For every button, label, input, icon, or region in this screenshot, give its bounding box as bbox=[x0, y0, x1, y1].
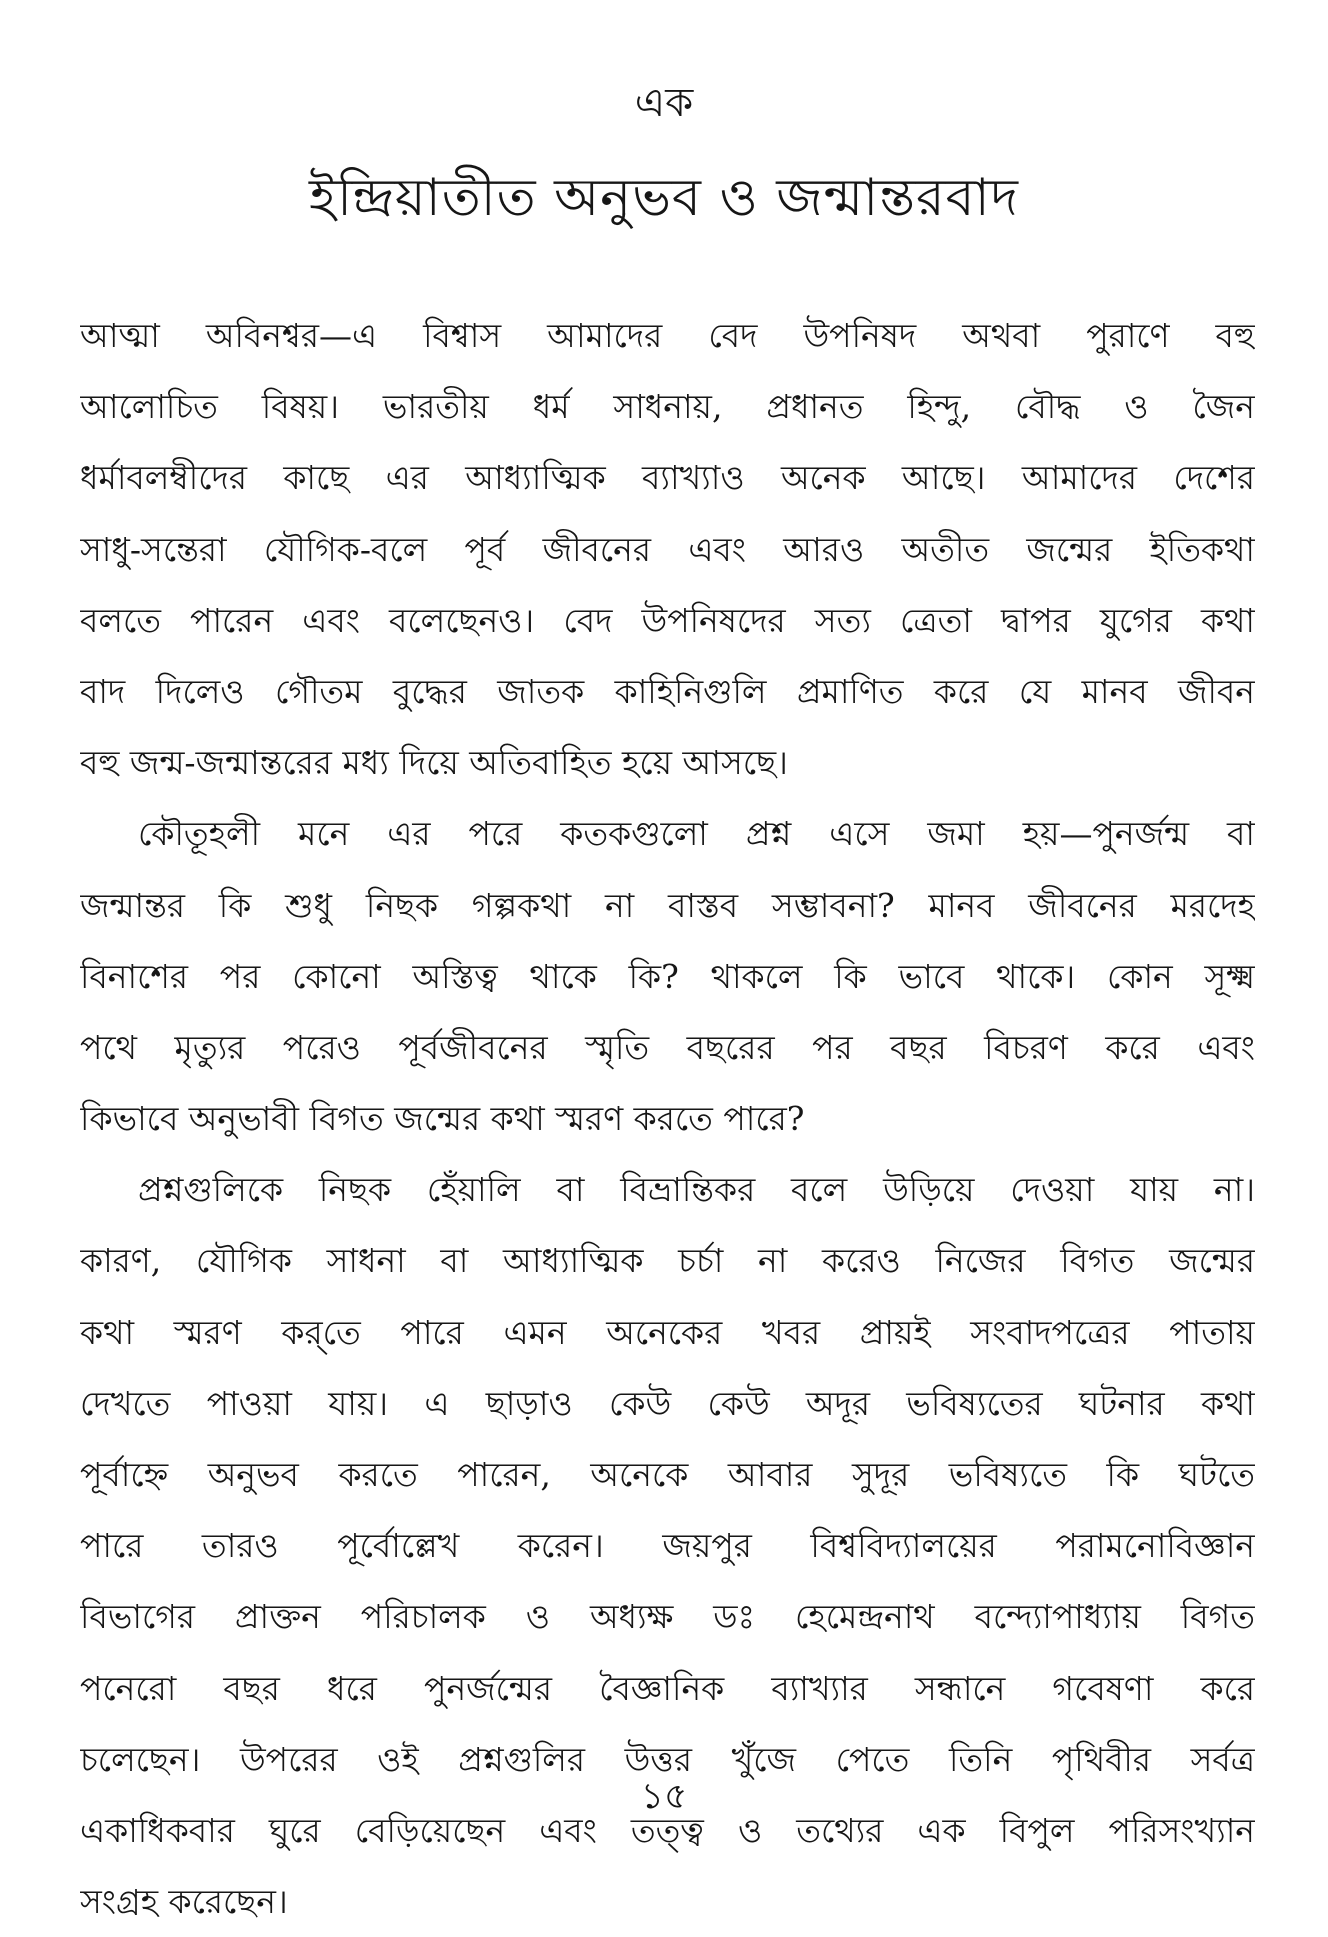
text-line: জন্মান্তর কি শুধু নিছক গল্পকথা না বাস্তব সম্ভাবনা? মানব জীবনের মরদেহ bbox=[80, 885, 1255, 925]
text-line: ধর্মাবলম্বীদের কাছে এর আধ্যাত্মিক ব্যাখ্যাও অনেক আছে। আমাদের দেশের bbox=[80, 458, 1255, 498]
text-line: আত্মা অবিনশ্বর—এ বিশ্বাস আমাদের বেদ উপনিষদ অথবা পুরাণে বহু bbox=[80, 316, 1255, 355]
text-line: পনেরো বছর ধরে পুনর্জন্মের বৈজ্ঞানিক ব্যাখ্যার সন্ধানে গবেষণা করে bbox=[80, 1668, 1255, 1708]
text-line: পারে তারও পূর্বোল্লেখ করেন। জয়পুর বিশ্ববিদ্যালয়ের পরামনোবিজ্ঞান bbox=[80, 1526, 1255, 1566]
text-line: দেখতে পাওয়া যায়। এ ছাড়াও কেউ কেউ অদূর ভবিষ্যতের ঘটনার কথা bbox=[80, 1383, 1255, 1423]
text-line: সাধু-সন্তেরা যৌগিক-বলে পূর্ব জীবনের এবং আরও অতীত জন্মের ইতিকথা bbox=[80, 529, 1255, 569]
body-text bbox=[80, 300, 1255, 1937]
text-line: একাধিকবার ঘুরে বেড়িয়েছেন এবং তত্ত্ব ও তথ্যের এক বিপুল পরিসংখ্যান bbox=[80, 1810, 1255, 1850]
text-line: পূর্বাহ্নে অনুভব করতে পারেন, অনেকে আবার সুদূর ভবিষ্যতে কি ঘটতে bbox=[80, 1455, 1255, 1494]
text-line: কথা স্মরণ কর্‌তে পারে এমন অনেকের খবর প্রায়ই সংবাদপত্রের পাতায় bbox=[80, 1312, 1255, 1352]
text-line: আলোচিত বিষয়। ভারতীয় ধর্ম সাধনায়, প্রধানত হিন্দু, বৌদ্ধ ও জৈন bbox=[80, 387, 1255, 427]
text-line: বাদ দিলেও গৌতম বুদ্ধের জাতক কাহিনিগুলি প্রমাণিত করে যে মানব জীবন bbox=[80, 671, 1255, 711]
text-line: প্রশ্নগুলিকে নিছক হেঁয়ালি বা বিভ্রান্তিকর বলে উড়িয়ে দেওয়া যায় না। bbox=[138, 1170, 1255, 1210]
chapter-number: এক bbox=[634, 80, 694, 126]
text-line: চলেছেন। উপরের ওই প্রশ্নগুলির উত্তর খুঁজে পেতে তিনি পৃথিবীর সর্বত্র bbox=[80, 1739, 1255, 1779]
chapter-title: ইন্দ্রিয়াতীত অনুভব ও জন্মান্তরবাদ bbox=[309, 168, 1019, 228]
text-line: বহু জন্ম-জন্মান্তরের মধ্য দিয়ে অতিবাহিত হয়ে আসছে। bbox=[80, 743, 788, 783]
text-line: বলতে পারেন এবং বলেছেনও। বেদ উপনিষদের সত্য ত্রেতা দ্বাপর যুগের কথা bbox=[80, 600, 1255, 640]
page-number: ১৫ bbox=[640, 1776, 688, 1817]
text-line: সংগ্রহ করেছেন। bbox=[80, 1882, 288, 1922]
text-line: বিনাশের পর কোনো অস্তিত্ব থাকে কি? থাকলে কি ভাবে থাকে। কোন সূক্ষ্ম bbox=[80, 956, 1255, 996]
text-line: কারণ, যৌগিক সাধনা বা আধ্যাত্মিক চর্চা না করেও নিজের বিগত জন্মের bbox=[80, 1241, 1255, 1281]
text-line: কৌতূহলী মনে এর পরে কতকগুলো প্রশ্ন এসে জমা হয়—পুনর্জন্ম বা bbox=[138, 814, 1255, 854]
text-line: পথে মৃত্যুর পরেও পূর্বজীবনের স্মৃতি বছরের পর বছর বিচরণ করে এবং bbox=[80, 1027, 1255, 1067]
text-line: কিভাবে অনুভাবী বিগত জন্মের কথা স্মরণ করতে পারে? bbox=[80, 1099, 805, 1139]
text-line: বিভাগের প্রাক্তন পরিচালক ও অধ্যক্ষ ডঃ হেমেন্দ্রনাথ বন্দ্যোপাধ্যায় বিগত bbox=[80, 1597, 1255, 1637]
